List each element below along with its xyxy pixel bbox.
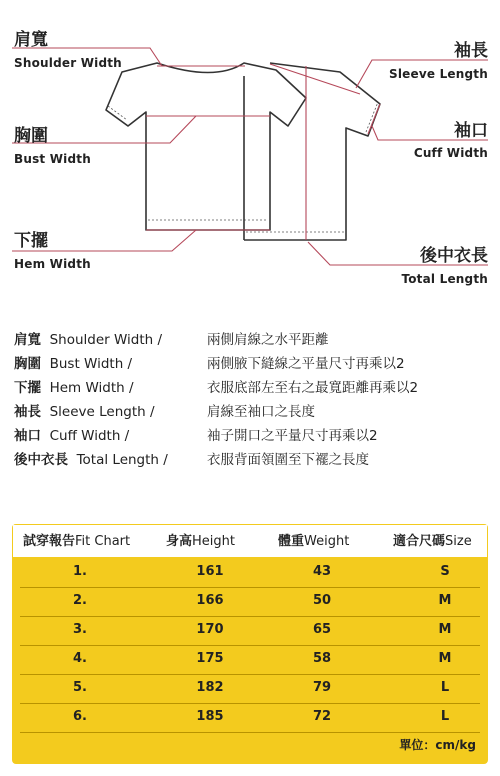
definition-term: 後中衣長 Total Length /	[14, 452, 168, 468]
table-row	[20, 587, 480, 617]
hem-label-en: Hem Width	[14, 257, 91, 271]
row-index: 4.	[73, 651, 87, 666]
row-index: 1.	[73, 564, 87, 579]
row-size: M	[438, 622, 452, 637]
back-tshirt-outline	[244, 63, 380, 240]
sleeve-label-en: Sleeve Length	[389, 67, 488, 81]
table-row	[20, 674, 480, 704]
row-size: M	[438, 593, 452, 608]
row-height: 166	[196, 593, 224, 608]
row-size: S	[440, 564, 450, 579]
row-weight: 50	[312, 593, 332, 608]
row-weight: 65	[312, 622, 332, 637]
row-size: L	[440, 709, 450, 724]
row-size: M	[438, 651, 452, 666]
row-size: L	[440, 680, 450, 695]
definition-desc: 衣服底部左至右之最寬距離再乘以2	[207, 380, 419, 396]
row-height: 182	[196, 680, 224, 695]
row-weight: 72	[312, 709, 332, 724]
table-row	[20, 616, 480, 646]
shoulder-label-en: Shoulder Width	[14, 56, 122, 70]
front-tshirt-outline	[106, 63, 306, 230]
table-row	[20, 645, 480, 675]
row-index: 2.	[73, 593, 87, 608]
unit-note: 單位：cm/kg	[399, 738, 476, 752]
row-height: 175	[196, 651, 224, 666]
definition-desc: 袖子開口之平量尺寸再乘以2	[207, 428, 378, 444]
header-size: 適合尺碼Size	[393, 534, 472, 549]
row-index: 6.	[73, 709, 87, 724]
definition-desc: 肩線至袖口之長度	[207, 404, 315, 420]
row-index: 5.	[73, 680, 87, 695]
definition-term: 肩寬 Shoulder Width /	[14, 332, 163, 348]
definition-desc: 兩側肩線之水平距離	[207, 332, 329, 348]
bust-label-cn: 胸圍	[14, 126, 48, 146]
total-label-cn: 後中衣長	[420, 246, 488, 266]
definition-term: 胸圍 Bust Width /	[14, 356, 133, 372]
row-height: 170	[196, 622, 224, 637]
cuff-label-cn: 袖口	[454, 121, 488, 141]
definition-term: 袖口 Cuff Width /	[14, 428, 130, 444]
row-index: 3.	[73, 622, 87, 637]
sleeve-label-cn: 袖長	[454, 41, 488, 61]
bust-label-en: Bust Width	[14, 152, 91, 166]
fit-chart-table	[12, 524, 488, 764]
row-height: 161	[196, 564, 224, 579]
table-header	[12, 524, 488, 558]
table-row	[20, 703, 480, 733]
row-height: 185	[196, 709, 224, 724]
table-row	[20, 558, 480, 588]
header-fit-chart: 試穿報告Fit Chart	[23, 534, 131, 549]
definition-desc: 兩側腋下縫線之平量尺寸再乘以2	[207, 356, 405, 372]
hem-label-cn: 下擺	[14, 231, 48, 251]
definition-term: 下擺 Hem Width /	[14, 380, 134, 396]
shoulder-label-cn: 肩寬	[14, 30, 48, 50]
row-weight: 43	[312, 564, 332, 579]
row-weight: 58	[312, 651, 332, 666]
cuff-label-en: Cuff Width	[413, 146, 488, 160]
definition-term: 袖長 Sleeve Length /	[14, 404, 155, 420]
header-weight: 體重Weight	[278, 534, 350, 549]
definition-desc: 衣服背面領圍至下襬之長度	[207, 452, 369, 468]
row-weight: 79	[312, 680, 332, 695]
total-label-en: Total Length	[401, 272, 488, 286]
header-height: 身高Height	[166, 534, 235, 549]
